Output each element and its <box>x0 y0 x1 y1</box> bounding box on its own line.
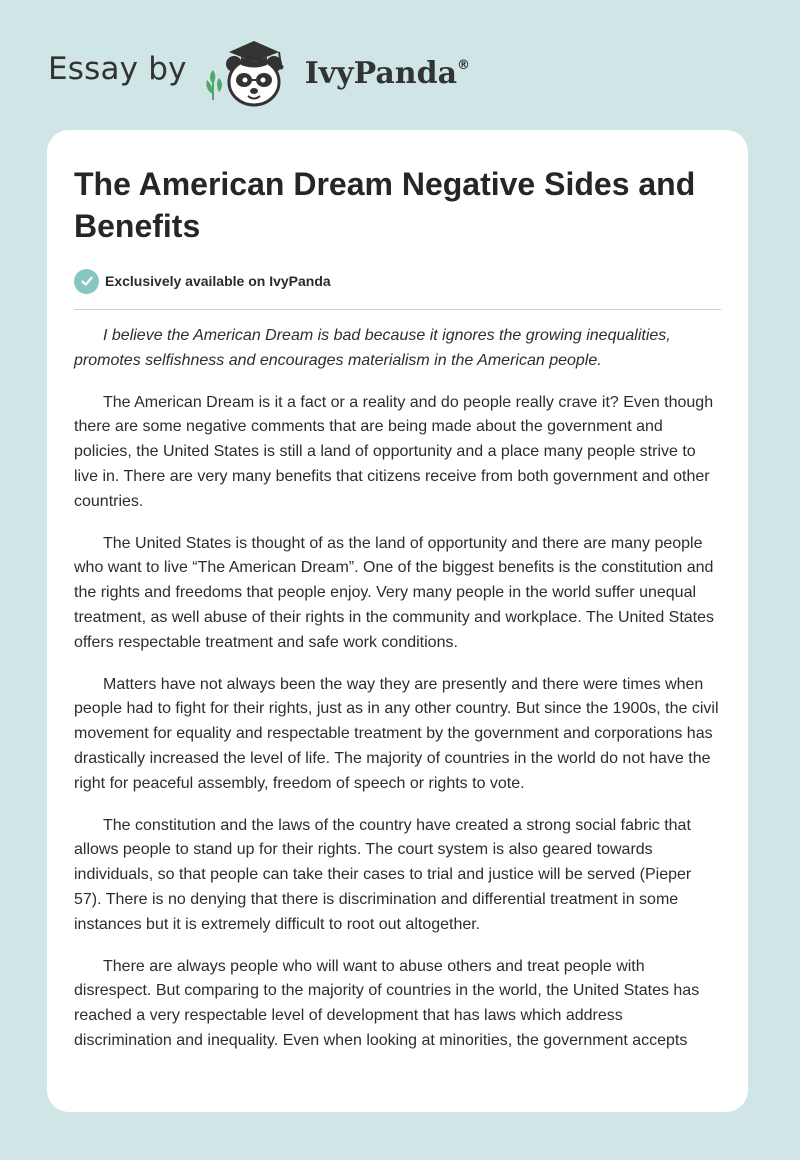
body-paragraph: The constitution and the laws of the country have created a strong social fabric that allows people to stand up for their rights. The court system is also geared towards individuals, so that people can take their cases to trial and justice will be served (Pieper 57). There is no denying that there is discrimination and differential treatment in some instances but it is extremely difficult to root out altogether. <box>74 816 692 933</box>
lead-paragraph: I believe the American Dream is bad because it ignores the growing inequalities, promotes selfishness and encourages materialism in the American people. <box>74 327 671 369</box>
exclusive-badge <box>74 267 721 295</box>
body-paragraph: The United States is thought of as the land of opportunity and there are many people who want to live “The American Dream”. One of the biggest benefits is the constitution and the rights and freedoms that people enjoy. Very many people in the world suffer unequal treatment, as well abuse of their rights in the community and workplace. The United States offers respectable treatment and safe work conditions. <box>74 534 715 651</box>
ivy-leaf-icon <box>206 70 222 100</box>
page-title: The American Dream Negative Sides and Benefits <box>74 166 696 244</box>
brand-name[interactable] <box>305 56 470 91</box>
body-paragraph: There are always people who will want to abuse others and treat people with disrespect. But comparing to the majority of countries in the world, the United States has reached a very respectable level of development that has laws which address discrimination and inequality. Even when looking at minorities, the government accepts <box>74 957 700 1049</box>
divider <box>74 309 721 310</box>
panda-graduate-logo-icon[interactable] <box>201 34 297 110</box>
site-header <box>48 34 470 110</box>
checkmark-icon <box>74 269 99 294</box>
registered-mark: ® <box>457 57 471 73</box>
essay-by-label: Essay by <box>48 51 187 87</box>
body-paragraph: The American Dream is it a fact or a reality and do people really crave it? Even though there are some negative comments that are being made about the government and policies, the United States is still a land of opportunity and a place many people strive to live in. There are very many benefits that citizens receive from both government and other countries. <box>74 393 714 510</box>
essay-card <box>47 130 748 1112</box>
body-paragraph: Matters have not always been the way they are presently and there were times when people had to fight for their rights, just as in any other country. But since the 1900s, the civil movement for equality and respectable treatment by the government and corporations has drastically increased the level of life. The majority of countries in the world do not have the right for peaceful assembly, freedom of speech or rights to vote. <box>74 675 719 792</box>
exclusive-badge-label: Exclusively available on IvyPanda <box>105 273 331 289</box>
brand-text[interactable]: IvyPanda <box>304 55 458 91</box>
